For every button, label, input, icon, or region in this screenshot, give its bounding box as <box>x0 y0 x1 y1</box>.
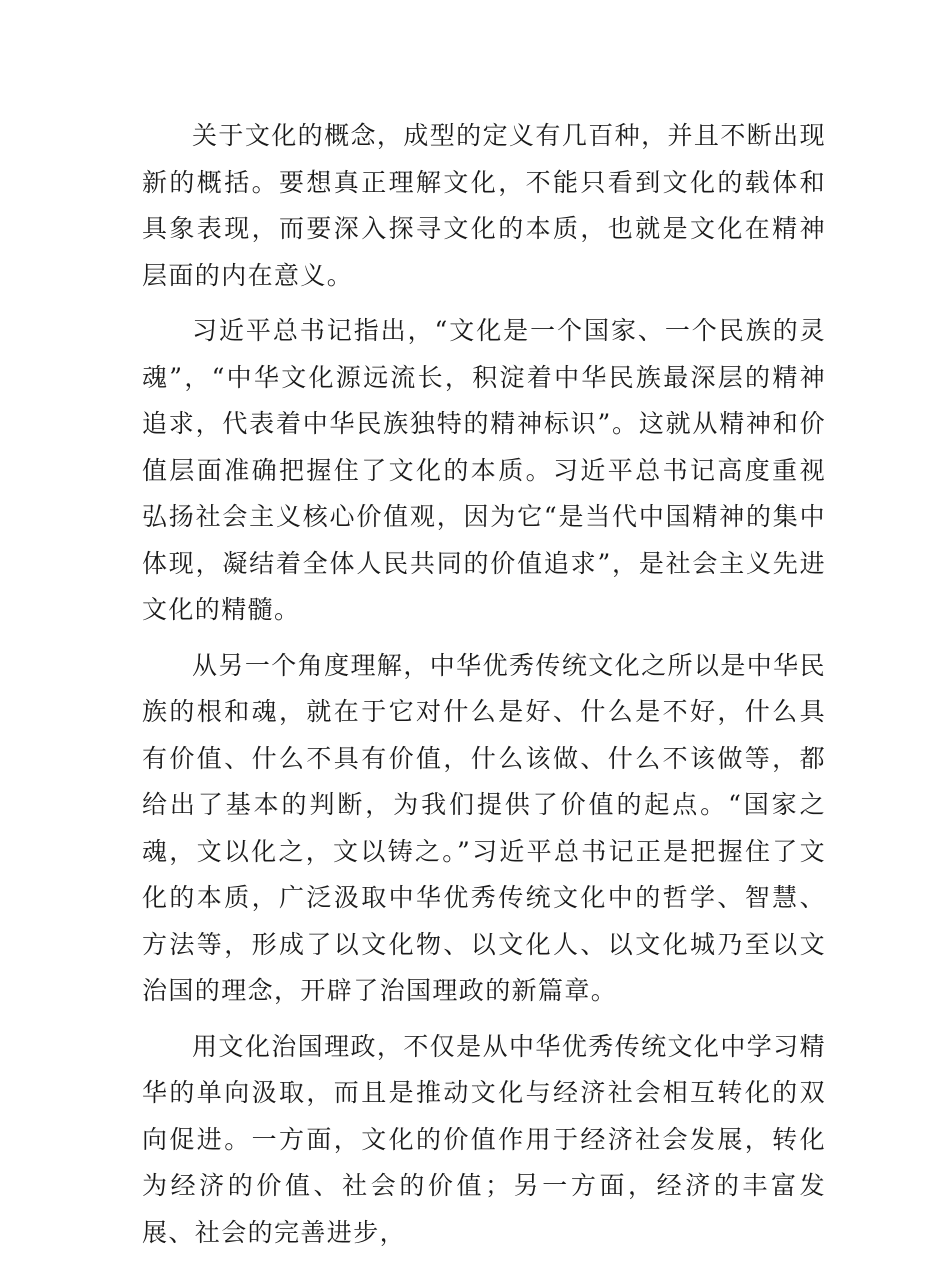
paragraph-3: 从另一个角度理解，中华优秀传统文化之所以是中华民族的根和魂，就在于它对什么是好、什么是不好，什么具有价值、什么不具有价值，什么该做、什么不该做等，都给出了基本的判断，为我们提供了价值的起点。“国家之魂，文以化之，文以铸之。”习近平总书记正是把握住了文化的本质，广泛汲取中华优秀传统文化中的哲学、智慧、方法等，形成了以文化物、以文化人、以文化城乃至以文治国的理念，开辟了治国理政的新篇章。 <box>142 650 826 1005</box>
paragraph-4: 用文化治国理政，不仅是从中华优秀传统文化中学习精华的单向汲取，而且是推动文化与经济社会相互转化的双向促进。一方面，文化的价值作用于经济社会发展，转化为经济的价值、社会的价值；另一方面，经济的丰富发展、社会的完善进步， <box>142 1031 826 1247</box>
document-body <box>142 113 826 1265</box>
paragraph-1: 关于文化的概念，成型的定义有几百种，并且不断出现新的概括。要想真正理解文化，不能只看到文化的载体和具象表现，而要深入探寻文化的本质，也就是文化在精神层面的内在意义。 <box>142 121 826 290</box>
paragraph-2: 习近平总书记指出，“文化是一个国家、一个民族的灵魂”，“中华文化源远流长，积淀着中华民族最深层的精神追求，代表着中华民族独特的精神标识”。这就从精神和价值层面准确把握住了文化的本质。习近平总书记高度重视弘扬社会主义核心价值观，因为它“是当代中国精神的集中体现，凝结着全体人民共同的价值追求”，是社会主义先进文化的精髓。 <box>142 316 826 624</box>
